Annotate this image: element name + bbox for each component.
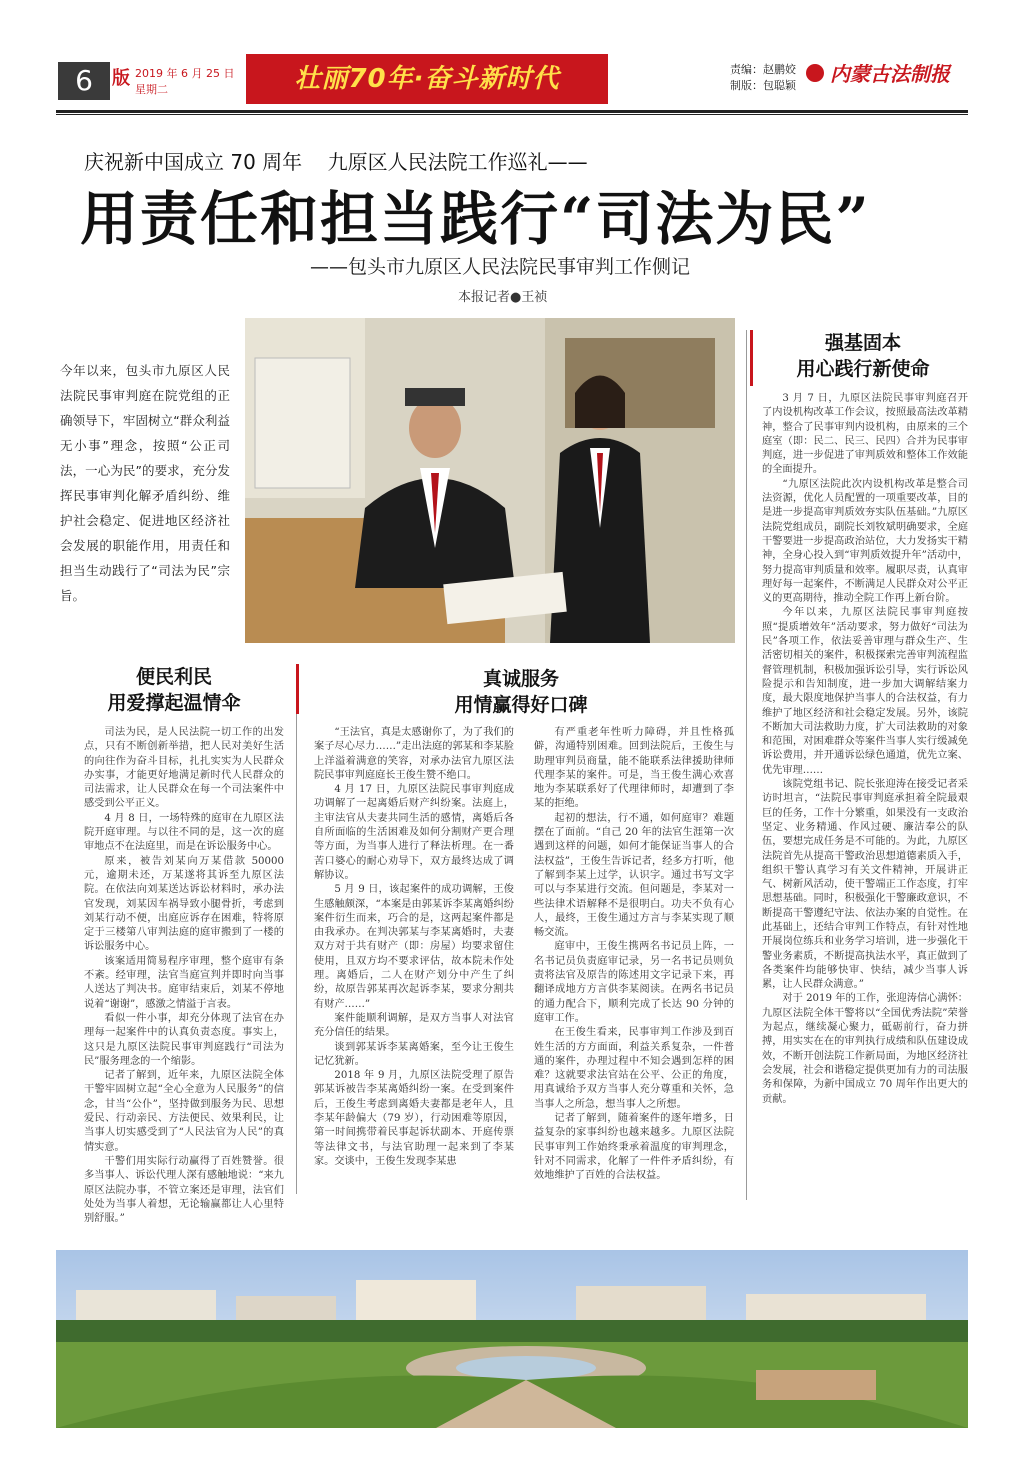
paragraph: 该案适用简易程序审理，整个庭审有条不紊。经审理，法官当庭宣判并即时向当事人送达了判决书。庭审结束后，刘某不停地说着“谢谢”，感激之情溢于言表。 [84,955,284,1010]
paragraph: 对于 2019 年的工作，张迎涛信心满怀：九原区法院全体干警将以“全国优秀法院”荣誉为起点，继续凝心聚力，砥砺前行，奋力拼搏，用实实在在的审判执行成绩和队伍建设成效，不断开创法院工作新局面，为地区经济社会发展，社会和谐稳定提供更加有力的司法服务和保障，为新中国成立 70 周年作出更大的贡献。 [762,993,968,1105]
issue-date [135,66,234,98]
section-heading-line2: 用情赢得好口碑 [454,694,588,716]
article-byline: 本报记者●王祯 [458,290,548,305]
section-heading-line2: 用爱撑起温情伞 [107,692,241,714]
section-body-service-b [534,726,734,1184]
masthead-rule [56,110,968,113]
paragraph: 司法为民，是人民法院一切工作的出发点，只有不断创新举措，把人民对美好生活的向往作为奋斗目标，扎扎实实为人民群众办实事，才能更好地满足新时代人民群众的司法需求，让人民群众在每一个司法案件中感受到公平正义。 [84,727,284,810]
editor-credits [730,62,796,94]
paragraph: 有严重老年性听力障碍，并且性格孤僻，沟通特别困难。回到法院后，王俊生与助理审判员商量，能不能联系法律援助律师代理李某的案件。可是，当王俊生满心欢喜地为李某联系好了代理律师时，却遭到了李某的拒绝。 [534,727,734,810]
article-subtitle: ——包头市九原区人民法院民事审判工作侧记 [310,256,691,278]
paragraph: 记者了解到，近年来，九原区法院全体干警牢固树立起“全心全意为人民服务”的信念，甘当“公仆”，坚持做到服务为民、思想爱民、行动亲民、方法便民、效果利民，让当事人切实感受到了“人民法官为人民”的真情实意。 [84,1070,284,1153]
section-heading-foundation [760,330,966,382]
section-accent-bar [296,664,299,714]
paragraph: 2018 年 9 月，九原区法院受理了原告郭某诉被告李某离婚纠纷一案。在受到案件后，王俊生考虑到离婚夫妻都是老年人，且李某年龄偏大（79 岁），行动困难等原因，第一时间携带着民事起诉状副本、开庭传票等法律文书，与法官助理一起来到了李某家。交谈中，王俊生发现李某患 [314,1070,514,1167]
editor-name: 责编：赵鹏姣 [730,63,796,76]
section-heading-line1: 真诚服务 [482,668,559,690]
paragraph: 4 月 17 日，九原区法院民事审判庭成功调解了一起离婚后财产纠纷案。法庭上，主审法官从夫妻共同生活的感情，离婚后各自所面临的生活困难及如何分割财产更合理等方面，为当事人进行了释法析理。在一番苦口婆心的耐心劝导下，双方最终达成了调解协议。 [314,784,514,881]
courtroom-photo-illustration [245,318,735,643]
newspaper-logo-icon [806,64,824,82]
section-body-convenience [84,726,284,1226]
paragraph: 4 月 8 日，一场特殊的庭审在九原区法院开庭审理。与以往不同的是，这一次的庭审地点不在法庭里，而是在诉讼服务中心。 [84,812,284,853]
paragraph: 该院党组书记、院长张迎涛在接受记者采访时坦言，“法院民事审判庭承担着全院最艰巨的任务，工作十分繁重，如果没有一支政治坚定、业务精通、作风过硬、廉洁奉公的队伍，要想完成任务是不可能的。为此，九原区法院首先从提高干警政治思想道德素质入手，组织干警认真学习有关文件精神，开展讲正气、树新风活动，使干警端正工作态度，打牢思想基础。同时，积极强化干警廉政意识，不断提高干警遵纪守法、依法办案的自觉性。在此基础上，还结合审判工作特点，有针对性地开展岗位练兵和业务学习培训，进一步强化干警业务素质，不断提高执法水平，真正做到了各类案件均能够快审、快结，减少当事人诉累，让人民群众满意。” [762,779,968,991]
paragraph: 案件能顺利调解，是双方当事人对法官充分信任的结果。 [314,1012,514,1039]
paragraph: 起初的想法，行不通，如何庭审？难题摆在了面前。“自己 20 年的法官生涯第一次遇到这样的问题，如何才能保证当事人的合法权益”，王俊生告诉记者，经多方打听，他了解到李某上过学，认识字。通过书写文字可以与李某进行交流。但问题是，李某对一些法律术语解释不是很明白。功夫不负有心人，最终，王俊生通过方言与李某实现了顺畅交流。 [534,812,734,939]
column-divider [296,664,297,1194]
article-kicker: 庆祝新中国成立 70 周年 九原区人民法院工作巡礼—— [84,150,588,174]
paragraph: 3 月 7 日，九原区法院民事审判庭召开了内设机构改革工作会议，按照最高法改革精神，整合了民事审判内设机构，由原来的三个庭室（即：民二、民三、民四）合并为民事审判庭，进一步促进了审判质效和整体工作效能的全面提升。 [762,393,968,476]
paragraph: 庭审中，王俊生携两名书记员上阵，一名书记员负责庭审记录，另一名书记员则负责将法官及原告的陈述用文字记录下来，再翻译成地方方言供李某阅读。在两名书记员的通力配合下，顺利完成了长达 90 分钟的庭审工作。 [534,941,734,1024]
section-heading-line1: 强基固本 [824,332,901,354]
article-title: 用责任和担当践行“司法为民” [80,185,871,253]
section-heading-line2: 用心践行新使命 [796,358,930,380]
paragraph: 5 月 9 日，该起案件的成功调解，王俊生感触颇深，“本案是由郭某诉李某离婚纠纷案件衍生而来，巧合的是，这两起案件都是由我承办。在判决郭某与李某离婚时，夫妻双方对于共有财产（即：房屋）均要求留住使用，且双方均不要求评估，故本院未作处理。离婚后，二人在财产划分中产生了纠纷，故原告郭某再次起诉李某，要求分割共有财产……” [314,884,514,1010]
section-heading-convenience [60,664,288,716]
article-intro: 今年以来，包头市九原区人民法院民事审判庭在院党组的正确领导下，牢固树立“群众利益无小事”理念，按照“公正司法，一心为民”的要求，充分发挥民事审判化解矛盾纠纷、维护社会稳定、促进地区经济社会发展的职能作用，用责任和担当生动践行了“司法为民”宗旨。 [60,363,230,603]
page-number: 6 [58,62,110,100]
paragraph: 原来，被告刘某向万某借款 50000 元，逾期未还，万某遂将其诉至九原区法院。在依法向刘某送达诉讼材料时，承办法官发现，刘某因车祸导致小腿骨折，考虑到刘某行动不便，出庭应诉存在困难，特将原定于三楼第八审判法庭的庭审搬到了一楼的诉讼服务中心。 [84,855,284,953]
paragraph: 看似一件小事，却充分体现了法官在办理每一起案件中的认真负责态度。事实上，这只是九原区法院民事审判庭践行“司法为民”服务理念的一个缩影。 [84,1012,284,1067]
issue-weekday: 星期二 [135,83,168,96]
page-label: 版 [112,68,130,89]
paragraph: 干警们用实际行动赢得了百姓赞誉。很多当事人、诉讼代理人深有感触地说：“来九原区法院办事，不管立案还是审理，法官们处处为当事人着想，无论输赢都让人心里特别舒服。” [84,1155,284,1225]
column-divider [746,330,747,1200]
masthead-rule-thin [56,114,968,115]
plaza-landscape-illustration [56,1250,968,1428]
plaza-landscape-photo [56,1250,968,1428]
section-body-foundation [762,392,968,1107]
paragraph: “王法官，真是太感谢你了，为了我们的案子尽心尽力……”走出法庭的郭某和李某脸上洋溢着满意的笑容，对承办法官九原区法院民事审判庭庭长王俊生赞不绝口。 [314,727,514,781]
courtroom-photo [245,318,735,643]
section-heading-service [306,666,736,718]
producer-name: 制版：包聪颖 [730,79,796,92]
paragraph: “九原区法院此次内设机构改革是整合司法资源，优化人员配置的一项重要改革，目的是进一步提高审判质效夯实队伍基础。”九原区法院党组成员，副院长刘牧斌明确要求，全庭干警要进一步提高政治站位，大力发扬实干精神，全身心投入到“审判质效提升年”活动中，努力提高审判质量和效率。履职尽责，认真审理好每一起案件，不断满足人民群众对公平正义的更高期待，推动全院工作再上新台阶。 [762,478,968,605]
section-heading-line1: 便民利民 [135,666,212,688]
slogan-banner: 壮丽70年·奋斗新时代 [246,54,608,104]
section-accent-bar [750,330,753,386]
paragraph: 谈到郭某诉李某离婚案，至今让王俊生记忆犹新。 [314,1041,514,1067]
section-body-service-a [314,726,514,1169]
paragraph: 记者了解到，随着案件的逐年增多，日益复杂的家事纠纷也越来越多。九原区法院民事审判工作始终秉承着温度的审判理念，针对不同需求，化解了一件件矛盾纠纷，有效地维护了百姓的合法权益。 [534,1113,734,1182]
newspaper-logo: 内蒙古法制报 [830,62,950,86]
paragraph: 今年以来，九原区法院民事审判庭按照“提质增效年”活动要求，努力做好“司法为民”各项工作，依法妥善审理与群众生产、生活密切相关的案件，积极探索完善审判流程监督管理机制，积极加强诉讼引导，实行诉讼风险提示和告知制度，进一步加大调解结案力度，最大限度地保护当事人的合法权益，有力维护了地区经济和社会稳定发展。另外，该院不断加大司法救助力度，扩大司法救助的对象和范围，对困难群众等案件当事人实行缓减免诉讼费用，并开通诉讼绿色通道，优先立案、优先审理…… [762,607,968,776]
paragraph: 在王俊生看来，民事审判工作涉及到百姓生活的方方面面，利益关系复杂，一件普通的案件，办理过程中不知会遇到怎样的困难？这就要求法官站在公平、公正的角度，用真诚给予双方当事人充分尊重和关怀，急当事人之所急，想当事人之所想。 [534,1027,734,1110]
issue-date-text: 2019 年 6 月 25 日 [135,67,235,80]
